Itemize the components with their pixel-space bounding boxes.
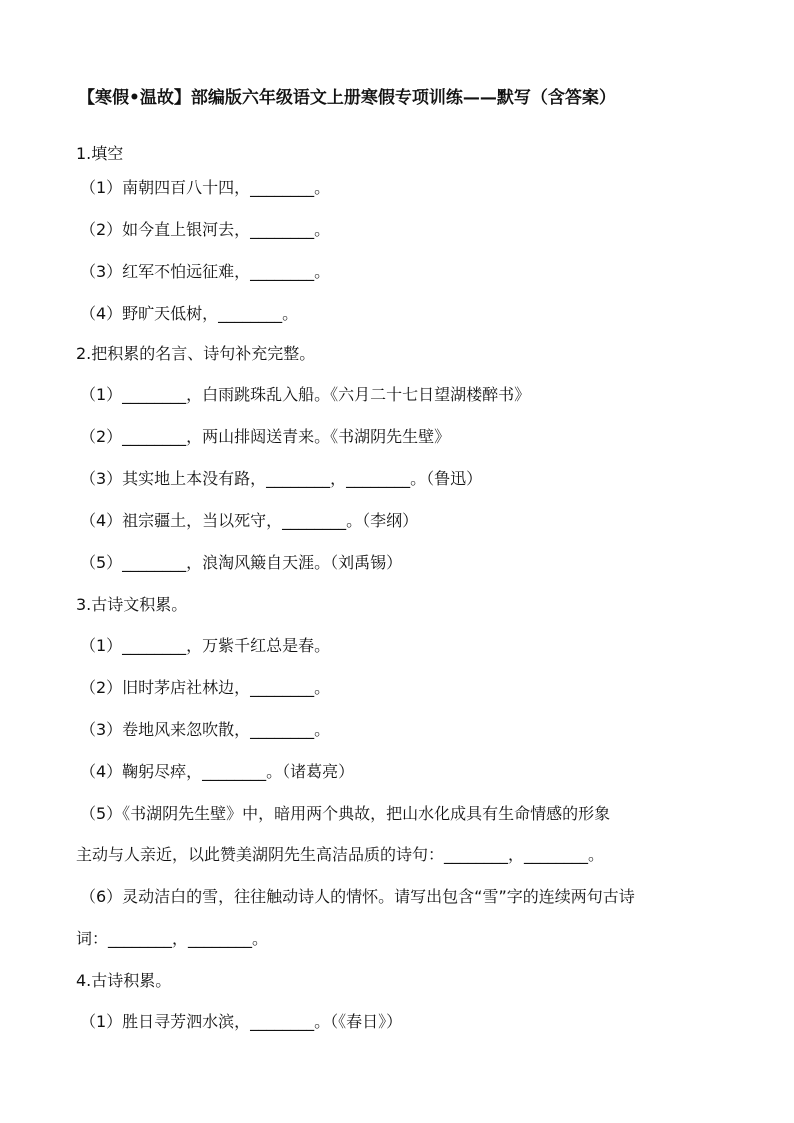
section-3-item-2: （2）旧时茅店社林边，________。: [80, 678, 331, 697]
section-3-item-4: （4）鞠躬尽瘁，________。（诸葛亮）: [80, 762, 355, 781]
section-2-item-4: （4）祖宗疆土，当以死守，________。（李纲）: [80, 511, 419, 530]
section-2-heading: 2.把积累的名言、诗句补充完整。: [76, 344, 316, 363]
section-3-item-6-continued: 词：________，________。: [76, 929, 269, 948]
section-1-heading: 1.填空: [76, 144, 124, 163]
section-3-item-6: （6）灵动洁白的雪，往往触动诗人的情怀。请写出包含“雪”字的连续两句古诗: [80, 887, 635, 906]
section-2-item-5: （5）________，浪淘风簸自天涯。（刘禹锡）: [80, 553, 403, 572]
section-1-item-3: （3）红军不怕远征难，________。: [80, 262, 331, 281]
section-2-item-1: （1）________，白雨跳珠乱入船。《六月二十七日望湖楼醉书》: [80, 385, 531, 404]
section-4-item-1: （1）胜日寻芳泗水滨，________。（《春日》）: [80, 1012, 403, 1031]
section-1-item-2: （2）如今直上银河去，________。: [80, 220, 331, 239]
page-title: 【寒假•温故】部编版六年级语文上册寒假专项训练——默写（含答案）: [78, 88, 616, 108]
section-2-item-2: （2）________，两山排闼送青来。《书湖阴先生壁》: [80, 427, 451, 446]
section-1-item-4: （4）野旷天低树，________。: [80, 304, 299, 323]
section-2-item-3: （3）其实地上本没有路，________，________。（鲁迅）: [80, 469, 483, 488]
section-3-item-3: （3）卷地风来忽吹散，________。: [80, 720, 331, 739]
section-3-item-5-continued: 主动与人亲近，以此赞美湖阴先生高洁品质的诗句：________，________。: [76, 845, 605, 864]
section-3-item-1: （1）________，万紫千红总是春。: [80, 636, 331, 655]
section-3-item-5: （5）《书湖阴先生壁》中，暗用两个典故，把山水化成具有生命情感的形象: [80, 804, 611, 823]
section-4-heading: 4.古诗积累。: [76, 971, 172, 990]
section-1-item-1: （1）南朝四百八十四，________。: [80, 178, 331, 197]
section-3-heading: 3.古诗文积累。: [76, 595, 188, 614]
